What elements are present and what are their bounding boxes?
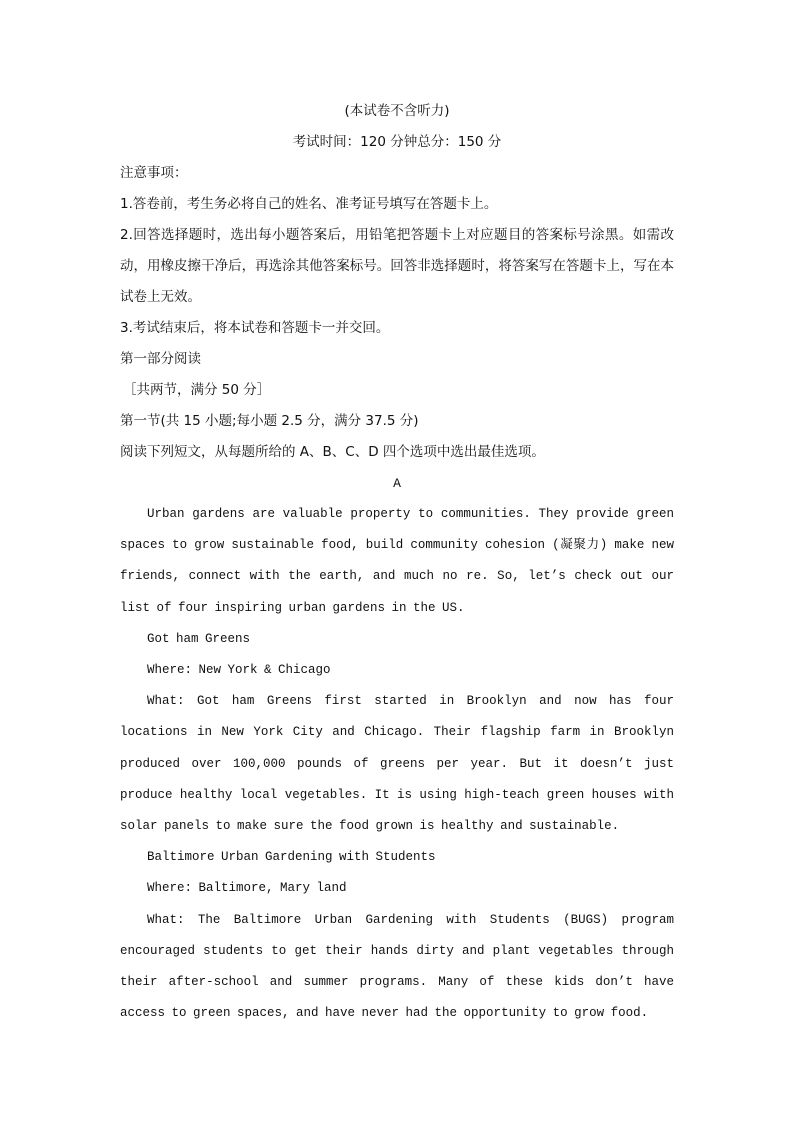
exam-info: 考试时间：120 分钟总分：150 分 [292, 134, 502, 150]
part-one-score: ［共两节，满分 50 分］ [123, 382, 271, 398]
garden-name: Baltimore Urban Gardening with Students [147, 850, 436, 865]
section-one-heading: 第一节(共 15 小题;每小题 2.5 分，满分 37.5 分) [120, 413, 419, 429]
instruction-item: 2.回答选择题时，选出每小题答案后，用铅笔把答题卡上对应题目的答案标号涂黑。如需改动，用橡皮擦干净后，再选涂其他答案标号。回答非选择题时，将答案写在答题卡上，写在本试卷上无效。 [120, 227, 674, 305]
reading-directions: 阅读下列短文，从每题所给的 A、B、C、D 四个选项中选出最佳选项。 [120, 444, 545, 460]
garden-name: Got ham Greens [147, 631, 251, 646]
instruction-item: 3.考试结束后，将本试卷和答题卡一并交回。 [120, 320, 390, 336]
part-one-title: 第一部分阅读 [120, 351, 201, 367]
garden-where: Where: Baltimore, Mary land [147, 881, 347, 896]
garden-where: Where: New York & Chicago [147, 663, 331, 678]
instruction-item: 1.答卷前，考生务必将自己的姓名、准考证号填写在答题卡上。 [120, 196, 498, 212]
instructions-title: 注意事项： [120, 165, 188, 181]
garden-what: What: Got ham Greens first started in Brooklyn and now has four locations in New York City and Chicago. Their flagship farm in Brooklyn produced over 100,000 pounds of greens per year. But it doesn’t just produce healthy local vegetables. It is using high-teach green houses with solar panels to make sure the food grown is healthy and sustainable. [120, 694, 674, 834]
passage-intro: Urban gardens are valuable property to communities. They provide green spaces to grow sustainable food, build community cohesion (凝聚力) make new friends, connect with the earth, and much no re. So, let’s check out our list of four inspiring urban gardens in the US. [120, 507, 674, 615]
exam-page [120, 96, 674, 1029]
passage-label: A [393, 476, 401, 491]
garden-what: What: The Baltimore Urban Gardening with Students (BUGS) program encouraged students to get their hands dirty and plant vegetables through their after-school and summer programs. Many of these kids don’t have access to green spaces, and have never had the opportunity to grow food. [120, 912, 674, 1021]
no-listening-note: (本试卷不含听力) [344, 103, 450, 119]
